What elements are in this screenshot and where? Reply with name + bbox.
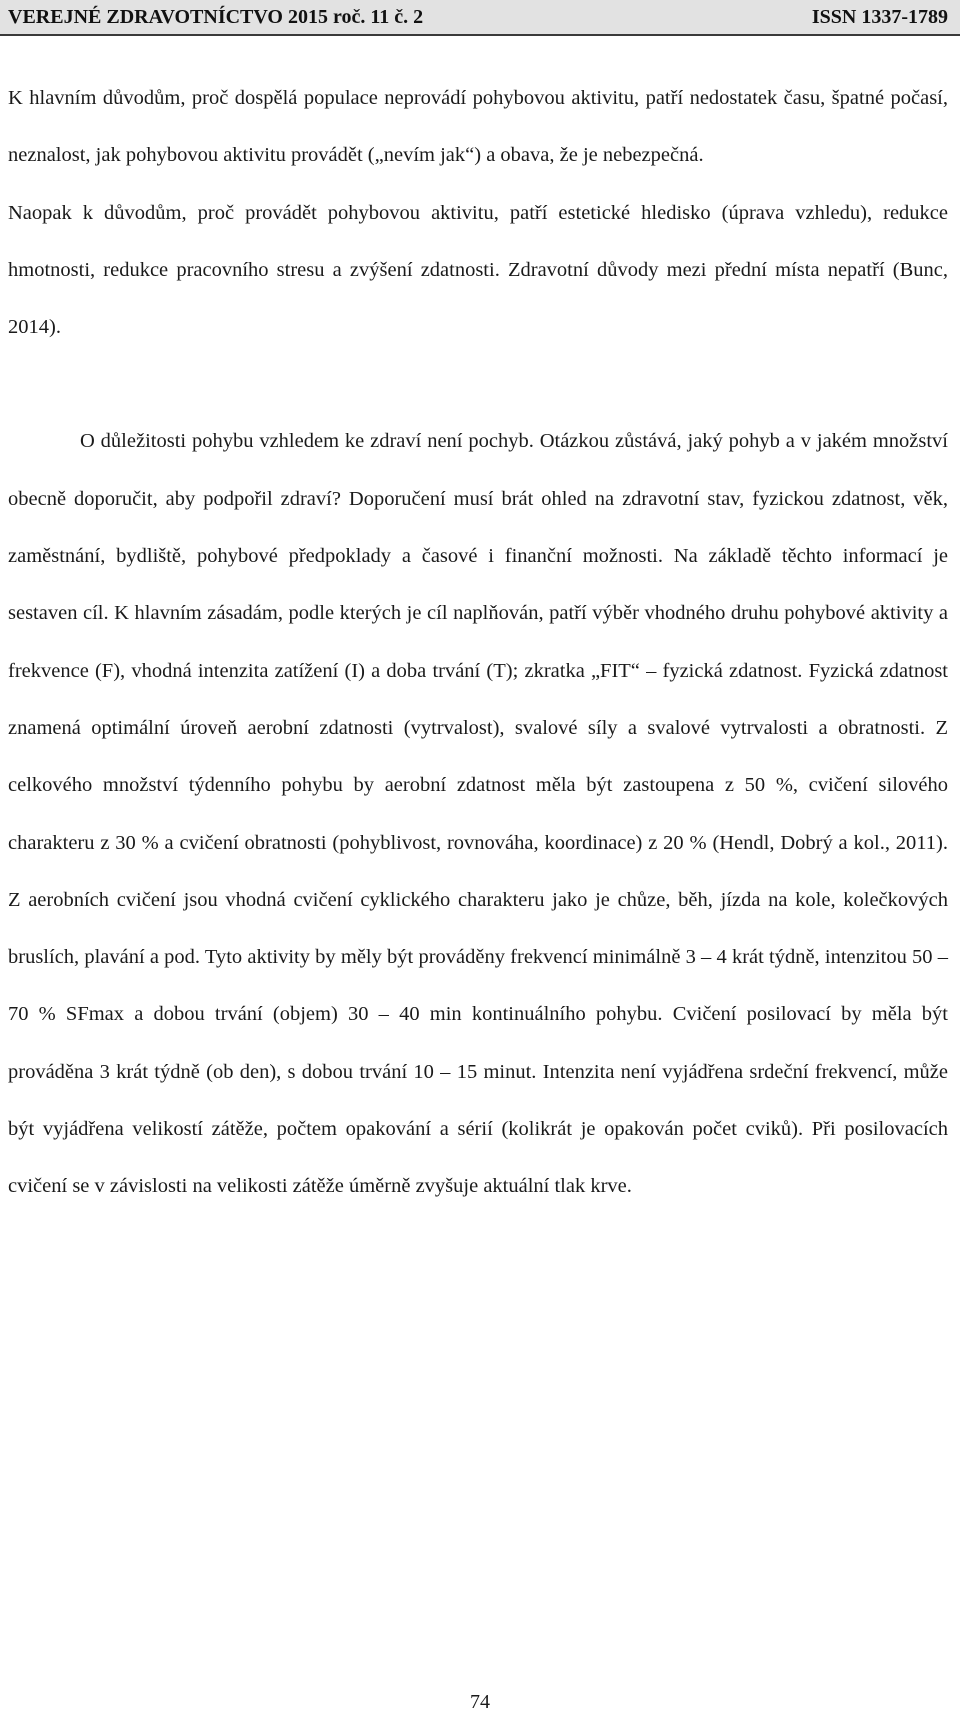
page-number: 74 — [470, 1691, 490, 1713]
paragraph: K hlavním důvodům, proč dospělá populace neprovádí pohybovou aktivitu, patří nedostatek času, špatné počasí, neznalost, jak pohybovou aktivitu provádět („nevím jak“) a obava, že je nebezpečná. — [8, 87, 948, 167]
running-header — [0, 0, 960, 36]
article-body — [8, 70, 948, 1216]
issn-label: ISSN 1337-1789 — [811, 6, 948, 28]
journal-title: VEREJNÉ ZDRAVOTNÍCTVO 2015 roč. 11 č. 2 — [8, 6, 424, 28]
paragraph-gap — [8, 356, 948, 413]
paragraph: Naopak k důvodům, proč provádět pohybovou aktivitu, patří estetické hledisko (úprava vzhledu), redukce hmotnosti, redukce pracovního stresu a zvýšení zdatnosti. Zdravotní důvody mezi přední místa nepatří (Bunc, 2014). — [8, 201, 948, 339]
paragraph: O důležitosti pohybu vzhledem ke zdraví není pochyb. Otázkou zůstává, jaký pohyb a v jakém množství obecně doporučit, aby podpořil zdraví? Doporučení musí brát ohled na zdravotní stav, fyzickou zdatnost, věk, zaměstnání, bydliště, pohybové předpoklady a časové i finanční možnosti. Na základě těchto informací je sestaven cíl. K hlavním zásadám, podle kterých je cíl naplňován, patří výběr vhodného druhu pohybové aktivity a frekvence (F), vhodná intenzita zatížení (I) a doba trvání (T); zkratka „FIT“ – fyzická zdatnost. Fyzická zdatnost znamená optimální úroveň aerobní zdatnosti (vytrvalost), svalové síly a svalové vytrvalosti a obratnosti. Z celkového množství týdenního pohybu by aerobní zdatnost měla být zastoupena z 50 %, cvičení silového charakteru z 30 % a cvičení obratnosti (pohyblivost, rovnováha, koordinace) z 20 % (Hendl, Dobrý a kol., 2011). Z aerobních cvičení jsou vhodná cvičení cyklického charakteru jako je chůze, běh, jízda na kole, kolečkových bruslích, plavání a pod. Tyto aktivity by měly být prováděny frekvencí minimálně 3 – 4 krát týdně, intenzitou 50 – 70 % SFmax a dobou trvání (objem) 30 – 40 min kontinuálního pohybu. Cvičení posilovací by měla být prováděna 3 krát týdně (ob den), s dobou trvání 10 – 15 minut. Intenzita není vyjádřena srdeční frekvencí, může být vyjádřena velikostí zátěže, počtem opakování a sérií (kolikrát je opakován počet cviků). Při posilovacích cvičení se v závislosti na velikosti zátěže úměrně zvyšuje aktuální tlak krve. — [8, 430, 948, 1198]
